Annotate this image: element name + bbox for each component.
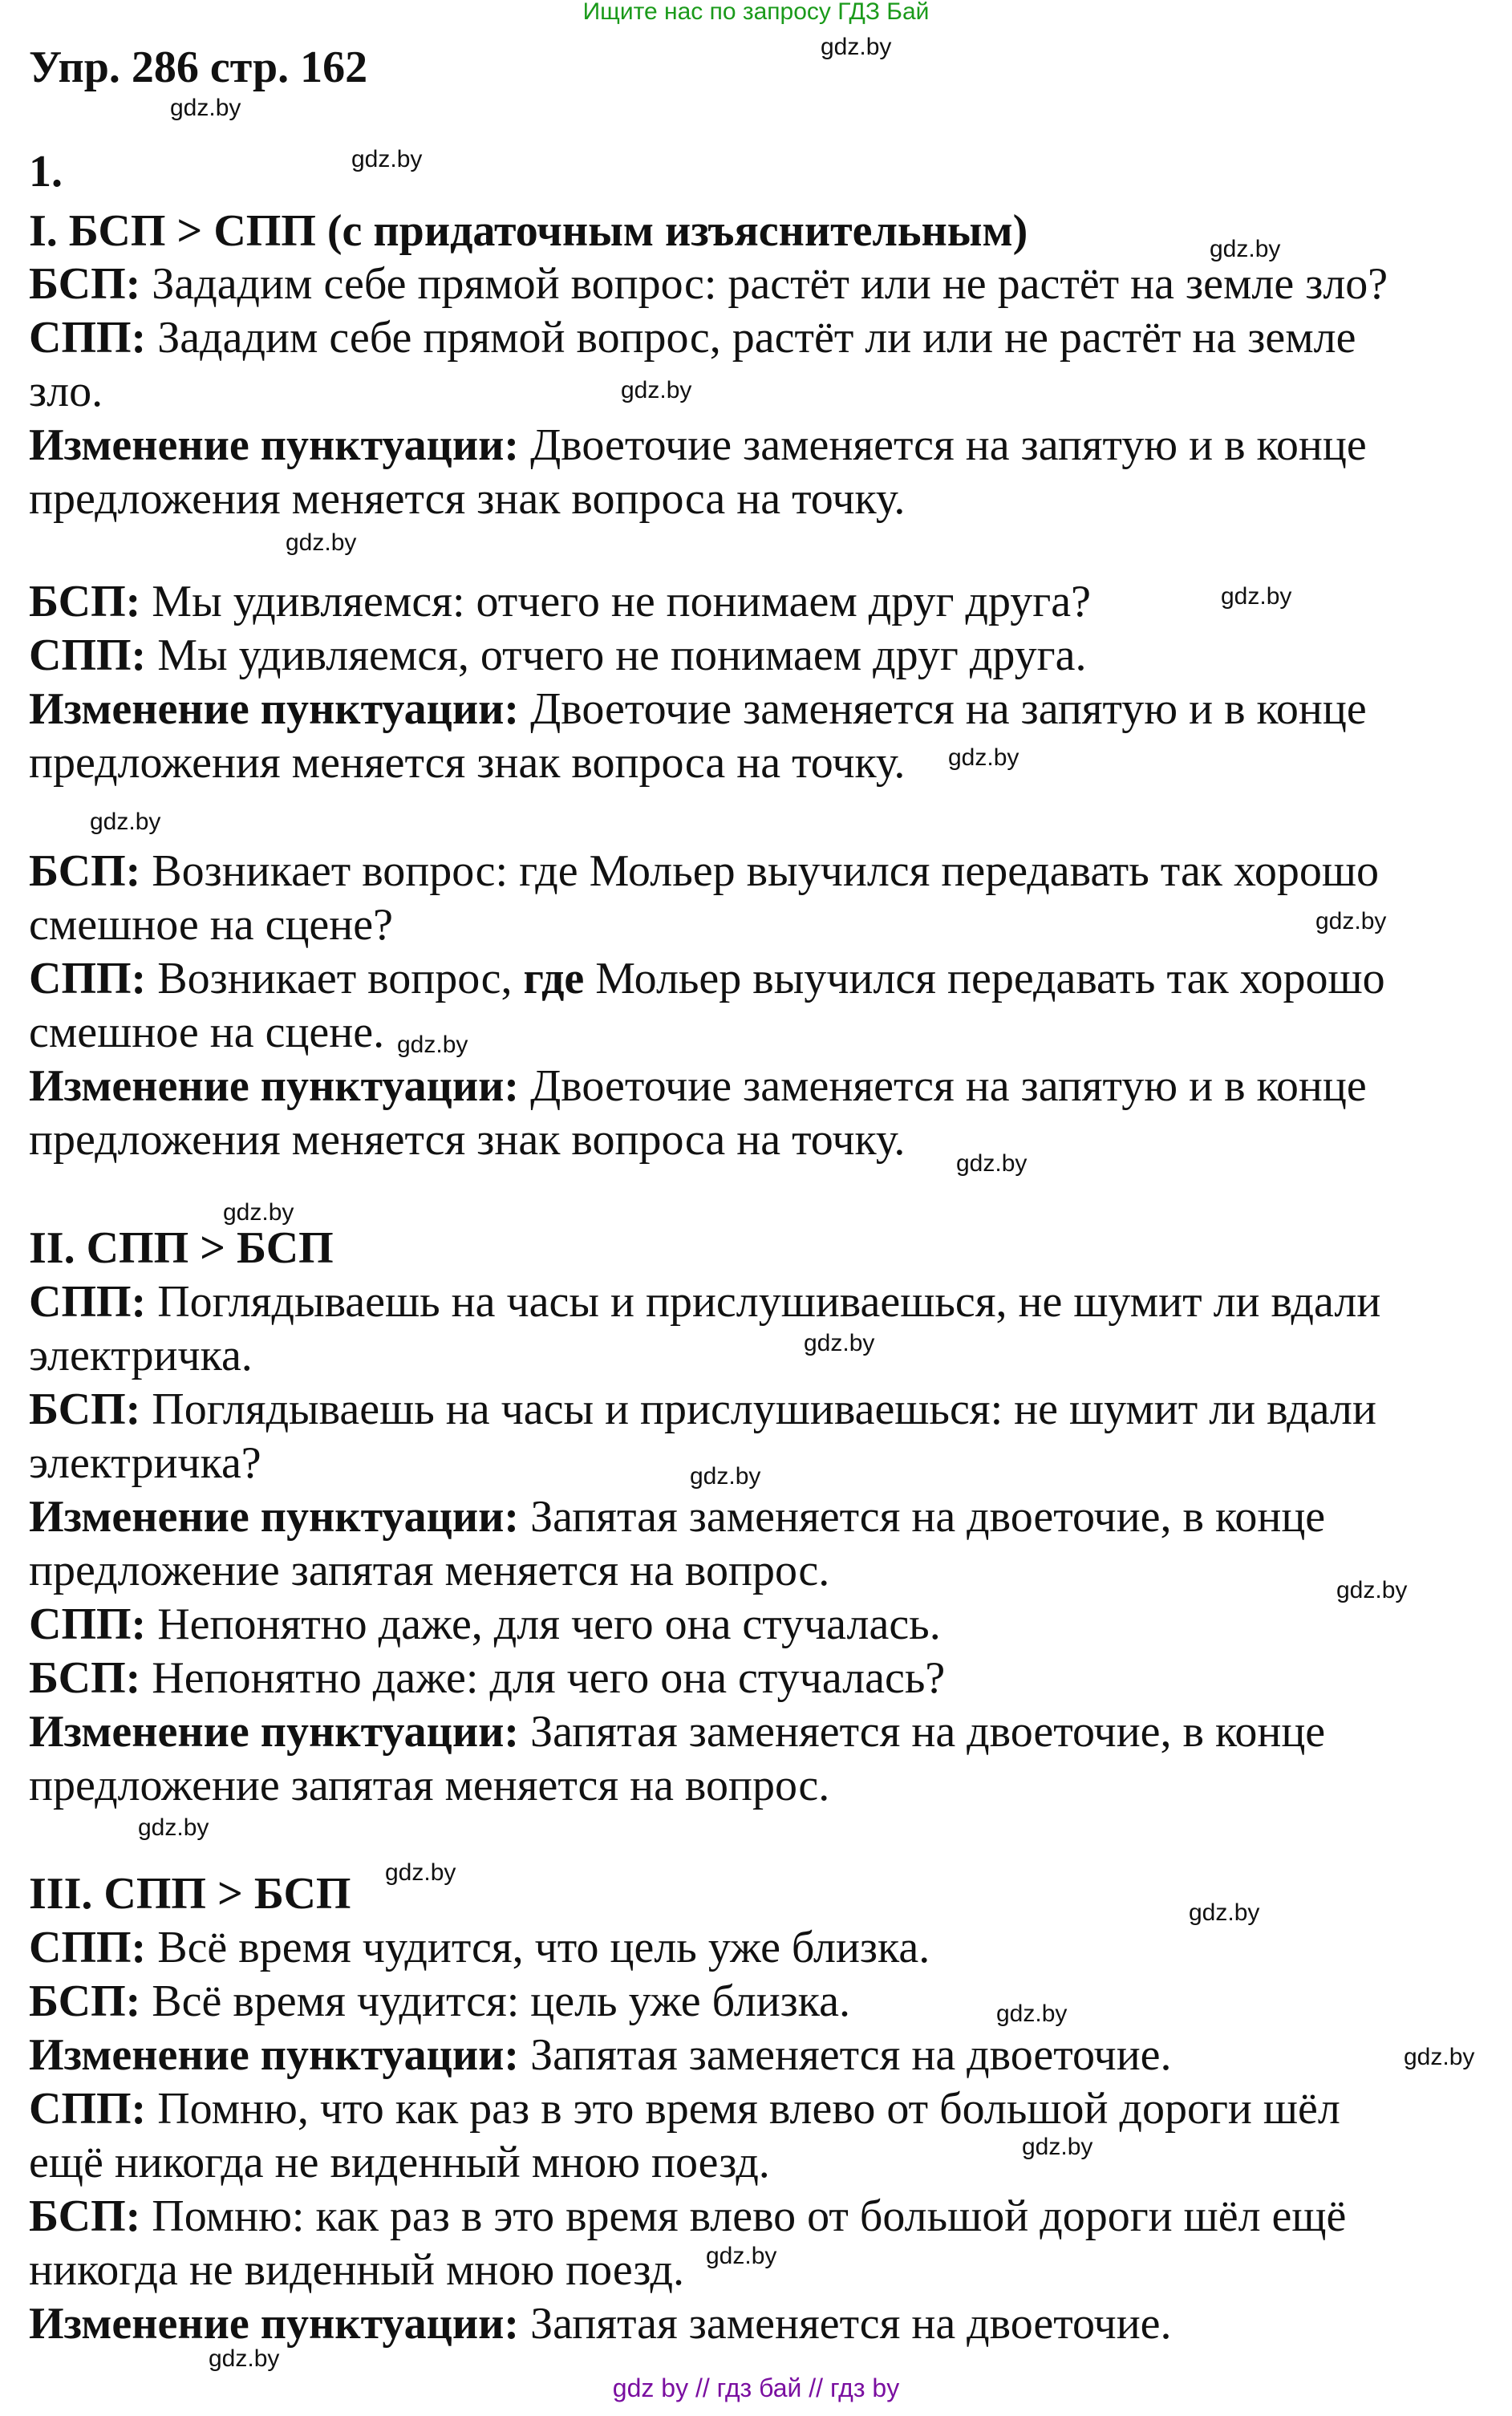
watermark: gdz.by — [621, 377, 692, 403]
s3-ex2-spp-cont: ещё никогда не виденный мною поезд. — [29, 2138, 770, 2187]
watermark: gdz.by — [1404, 2044, 1475, 2070]
watermark: gdz.by — [948, 744, 1019, 771]
watermark: gdz.by — [397, 1032, 468, 1058]
label-bsp: БСП: — [29, 577, 141, 626]
watermark: gdz.by — [385, 1859, 456, 1886]
s2-ex2-bsp: БСП: Непонятно даже: для чего она стучалась? — [29, 1653, 946, 1703]
s1-ex1-change-cont: предложения меняется знак вопроса на точку. — [29, 474, 906, 524]
section-1-heading: I. БСП > СПП (с придаточным изъяснительным) — [29, 206, 1028, 256]
s2-ex2-spp: СПП: Непонятно даже, для чего она стучалась. — [29, 1599, 941, 1649]
section-3-heading: III. СПП > БСП — [29, 1869, 351, 1919]
watermark: gdz.by — [804, 1330, 875, 1356]
watermark: gdz.by — [1221, 583, 1292, 610]
s2-ex1-spp: СПП: Поглядываешь на часы и прислушиваешься, не шумит ли вдали — [29, 1277, 1381, 1327]
s3-ex2-change: Изменение пунктуации: Запятая заменяется на двоеточие. — [29, 2299, 1172, 2349]
label-spp: СПП: — [29, 630, 147, 680]
watermark: gdz.by — [956, 1150, 1028, 1177]
s2-ex1-bsp-cont: электричка? — [29, 1438, 261, 1488]
s2-ex1-spp-cont: электричка. — [29, 1331, 253, 1380]
label-change: Изменение пунктуации: — [29, 684, 520, 734]
watermark: gdz.by — [1315, 908, 1387, 934]
label-change: Изменение пунктуации: — [29, 1492, 520, 1542]
label-spp: СПП: — [29, 1923, 147, 1972]
s1-ex3-change: Изменение пунктуации: Двоеточие заменяется на запятую и в конце — [29, 1061, 1367, 1111]
label-change: Изменение пунктуации: — [29, 1707, 520, 1757]
watermark: gdz.by — [1210, 236, 1281, 262]
s3-ex2-bsp-cont: никогда не виденный мною поезд. — [29, 2245, 684, 2295]
section-2-heading: II. СПП > БСП — [29, 1223, 334, 1273]
label-bsp: БСП: — [29, 1384, 141, 1434]
s1-ex3-bsp: БСП: Возникает вопрос: где Мольер выучился передавать так хорошо — [29, 846, 1379, 896]
watermark: gdz.by — [351, 146, 423, 172]
watermark: gdz.by — [209, 2345, 280, 2372]
watermark: gdz.by — [690, 1463, 761, 1490]
label-change: Изменение пунктуации: — [29, 2299, 520, 2349]
label-change: Изменение пунктуации: — [29, 420, 520, 470]
page-title: Упр. 286 стр. 162 — [29, 43, 368, 92]
s1-ex2-bsp: БСП: Мы удивляемся: отчего не понимаем друг друга? — [29, 577, 1091, 626]
label-spp: СПП: — [29, 1599, 147, 1649]
task-number: 1. — [29, 147, 63, 197]
s2-ex1-change: Изменение пунктуации: Запятая заменяется на двоеточие, в конце — [29, 1492, 1326, 1542]
s1-ex3-change-cont: предложения меняется знак вопроса на точку. — [29, 1115, 906, 1165]
watermark: gdz.by — [1189, 1899, 1260, 1926]
label-bsp: БСП: — [29, 2191, 141, 2241]
watermark: gdz.by — [223, 1199, 294, 1226]
footer-links: gdz by // гдз бай // гдз by — [612, 2373, 900, 2402]
s1-ex2-change: Изменение пунктуации: Двоеточие заменяется на запятую и в конце — [29, 684, 1367, 734]
label-change: Изменение пунктуации: — [29, 1061, 520, 1111]
watermark: gdz.by — [1022, 2134, 1093, 2160]
label-spp: СПП: — [29, 2084, 147, 2134]
label-bsp: БСП: — [29, 1653, 141, 1703]
s2-ex1-change-cont: предложение запятая меняется на вопрос. — [29, 1546, 830, 1595]
s3-ex1-change: Изменение пунктуации: Запятая заменяется на двоеточие. — [29, 2030, 1172, 2080]
label-bsp: БСП: — [29, 846, 141, 896]
s1-ex3-spp-cont: смешное на сцене. — [29, 1007, 385, 1057]
watermark: gdz.by — [286, 529, 357, 556]
watermark: gdz.by — [821, 34, 892, 60]
s1-ex2-spp: СПП: Мы удивляемся, отчего не понимаем друг друга. — [29, 630, 1087, 680]
s1-ex1-change: Изменение пунктуации: Двоеточие заменяется на запятую и в конце — [29, 420, 1367, 470]
s3-ex1-bsp: БСП: Всё время чудится: цель уже близка. — [29, 1976, 851, 2026]
watermark: gdz.by — [138, 1814, 209, 1841]
s2-ex2-change-cont: предложение запятая меняется на вопрос. — [29, 1761, 830, 1810]
label-bsp: БСП: — [29, 259, 141, 309]
watermark: gdz.by — [1336, 1577, 1408, 1603]
s3-ex2-spp: СПП: Помню, что как раз в это время влево от большой дороги шёл — [29, 2084, 1340, 2134]
watermark: gdz.by — [90, 809, 161, 835]
s1-ex1-spp: СПП: Зададим себе прямой вопрос, растёт ли или не растёт на земле — [29, 313, 1356, 363]
bold-where: где — [523, 954, 585, 1003]
top-banner: Ищите нас по запросу ГДЗ Бай — [582, 0, 930, 25]
label-spp: СПП: — [29, 313, 147, 363]
s1-ex3-spp: СПП: Возникает вопрос, где Мольер выучился передавать так хорошо — [29, 954, 1385, 1003]
s1-ex1-bsp: БСП: Зададим себе прямой вопрос: растёт или не растёт на земле зло? — [29, 259, 1388, 309]
watermark: gdz.by — [170, 95, 241, 121]
watermark: gdz.by — [996, 2000, 1068, 2027]
s3-ex1-spp: СПП: Всё время чудится, что цель уже близка. — [29, 1923, 930, 1972]
s2-ex1-bsp: БСП: Поглядываешь на часы и прислушиваешься: не шумит ли вдали — [29, 1384, 1376, 1434]
label-spp: СПП: — [29, 954, 147, 1003]
s1-ex1-spp-cont: зло. — [29, 367, 103, 416]
label-spp: СПП: — [29, 1277, 147, 1327]
label-change: Изменение пунктуации: — [29, 2030, 520, 2080]
label-bsp: БСП: — [29, 1976, 141, 2026]
s2-ex2-change: Изменение пунктуации: Запятая заменяется на двоеточие, в конце — [29, 1707, 1326, 1757]
s3-ex2-bsp: БСП: Помню: как раз в это время влево от большой дороги шёл ещё — [29, 2191, 1347, 2241]
s1-ex3-bsp-cont: смешное на сцене? — [29, 900, 393, 950]
watermark: gdz.by — [706, 2243, 777, 2269]
s1-ex2-change-cont: предложения меняется знак вопроса на точку. — [29, 738, 906, 788]
